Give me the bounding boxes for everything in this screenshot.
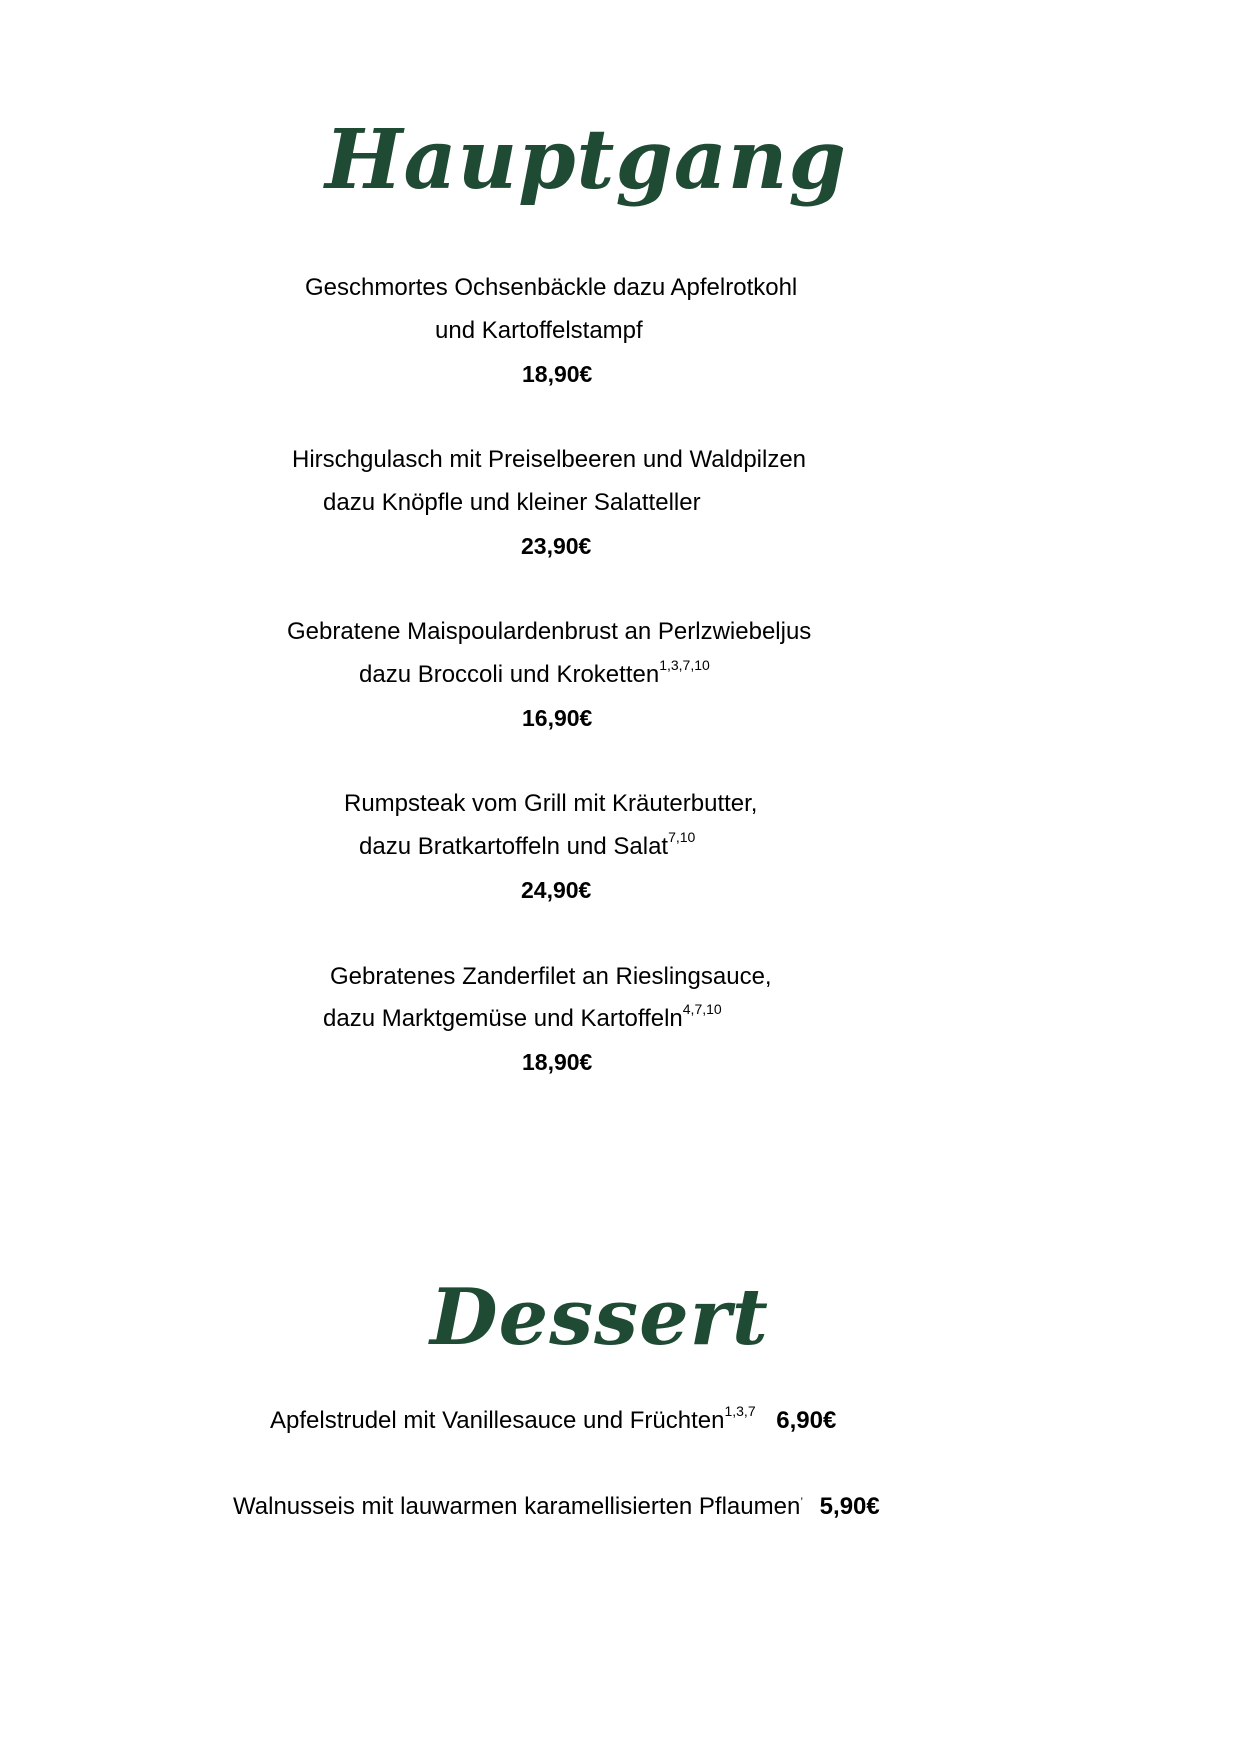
dish-4-price: 24,90€ — [521, 877, 592, 903]
dish-3-allergens: 1,3,7,10 — [659, 657, 710, 673]
dessert-item-1 — [270, 1403, 837, 1435]
dish-2-line-2 — [323, 488, 701, 518]
dessert-heading: Dessert — [430, 1272, 769, 1363]
dish-3-line-2 — [359, 657, 710, 690]
dish-2-line-1: Hirschgulasch mit Preiselbeeren und Waldpilzen — [292, 446, 807, 473]
dish-3-line-1: Gebratene Maispoulardenbrust an Perlzwiebeljus — [287, 618, 812, 645]
dish-1-line-1: Geschmortes Ochsenbäckle dazu Apfelrotkohl — [305, 274, 798, 301]
dish-4-description: dazu Bratkartoffeln und Salat — [359, 833, 669, 860]
dish-5-description: dazu Marktgemüse und Kartoffeln — [323, 1005, 683, 1032]
dish-4-line-1: Rumpsteak vom Grill mit Kräuterbutter, — [344, 790, 758, 817]
dish-2-price: 23,90€ — [521, 533, 592, 559]
dish-5-line-1: Gebratenes Zanderfilet an Rieslingsauce, — [330, 963, 772, 990]
dessert-item-1-price: 6,90€ — [776, 1407, 837, 1434]
dish-2-description: dazu Knöpfle und kleiner Salatteller — [323, 489, 701, 516]
dish-1-description: und Kartoffelstampf — [435, 317, 643, 344]
dessert-item-2 — [233, 1493, 880, 1521]
dish-5-allergens: 4,7,10 — [682, 1001, 722, 1017]
dessert-item-1-allergens: 1,3,7 — [724, 1403, 756, 1419]
main-course-heading: Hauptgang — [325, 112, 847, 208]
dish-3-description: dazu Broccoli und Kroketten — [359, 661, 660, 688]
dessert-item-2-price: 5,90€ — [819, 1493, 880, 1520]
dish-4-line-2 — [359, 829, 696, 862]
dessert-item-2-name: Walnusseis mit lauwarmen karamellisierten Pflaumen — [233, 1493, 801, 1520]
dish-1-line-2 — [435, 316, 643, 346]
dish-5-price: 18,90€ — [522, 1049, 593, 1075]
dish-3-price: 16,90€ — [522, 705, 593, 731]
dessert-item-2-tick: ’ — [800, 1495, 803, 1509]
dish-4-allergens: 7,10 — [668, 829, 696, 845]
dish-5-line-2 — [323, 1001, 722, 1034]
dish-1-price: 18,90€ — [522, 361, 593, 387]
dessert-item-1-name: Apfelstrudel mit Vanillesauce und Früchten — [270, 1407, 725, 1434]
